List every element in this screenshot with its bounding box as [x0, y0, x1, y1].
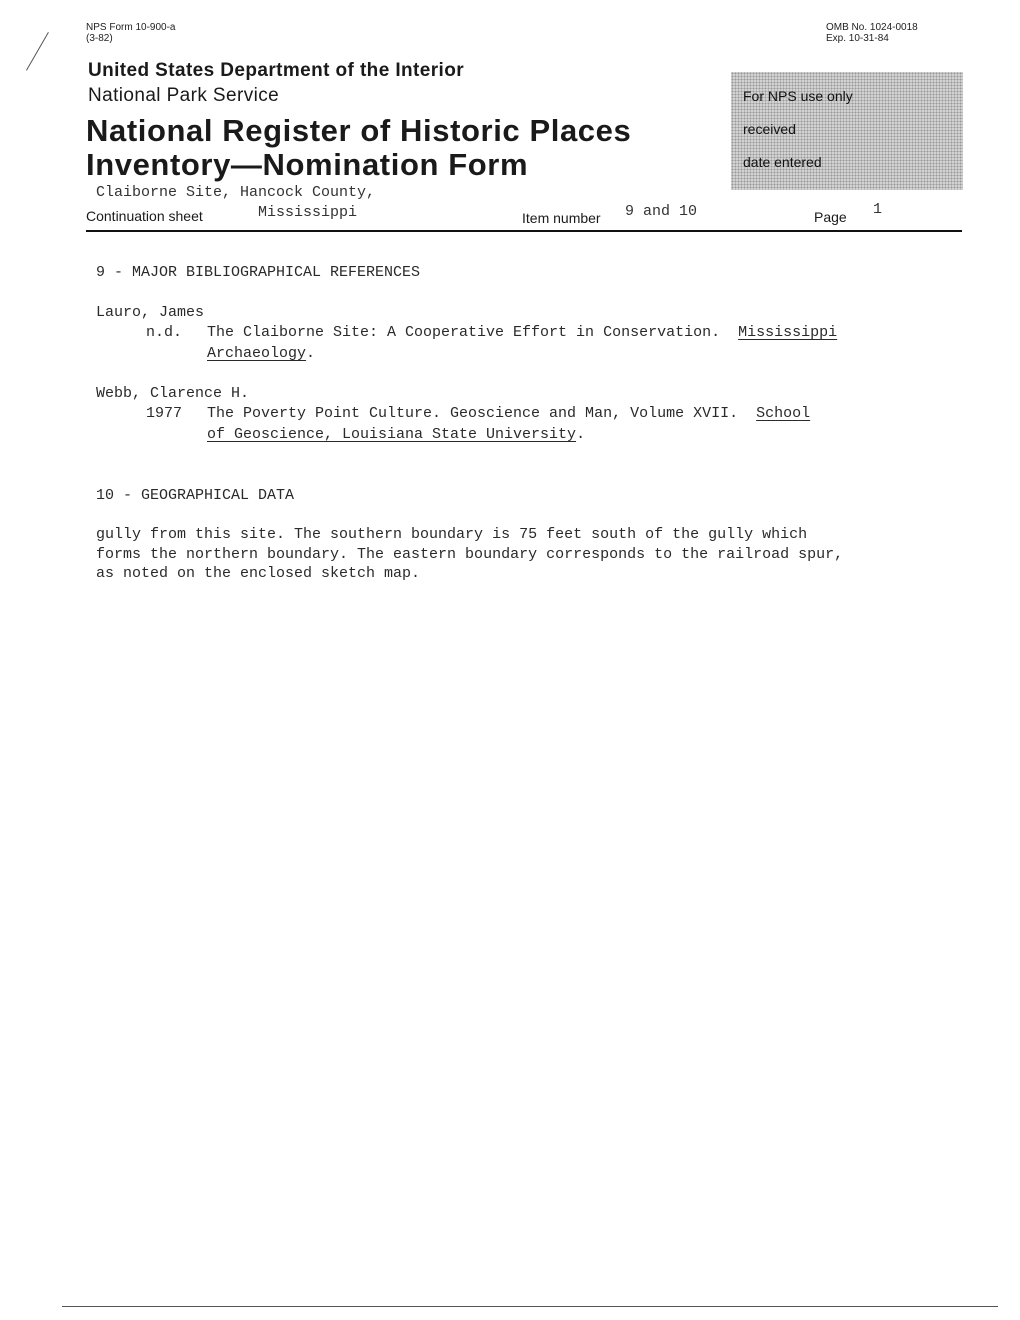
date-entered-field-label: date entered [743, 154, 822, 170]
ref1-journal [207, 345, 315, 362]
ref2-publisher [207, 426, 585, 443]
ref2-title [207, 405, 810, 422]
ref2-tail: . [576, 426, 586, 443]
omb-number: OMB No. 1024-0018 [826, 22, 918, 33]
form-identifier [86, 22, 175, 44]
ref2-author: Webb, Clarence H. [96, 385, 250, 402]
ref2-title-text: The Poverty Point Culture. Geoscience and Man, Volume XVII. [207, 405, 739, 422]
ref2-publisher-line2: of Geoscience, Louisiana State University [207, 426, 577, 443]
ref1-year: n.d. [146, 324, 183, 341]
ref2-publisher-line1: School [756, 405, 811, 422]
margin-mark [26, 32, 49, 71]
ref1-journal-line1: Mississippi [738, 324, 838, 341]
continuation-sheet-label: Continuation sheet [86, 208, 203, 224]
geo-data-line3: as noted on the enclosed sketch map. [96, 565, 421, 582]
expiration-date: Exp. 10-31-84 [826, 33, 889, 44]
ref1-journal-line2: Archaeology [207, 345, 307, 362]
item-number-value: 9 and 10 [625, 203, 698, 220]
page-number: 1 [873, 201, 883, 218]
form-title-line2: Inventory—Nomination Form [86, 147, 529, 182]
geo-data-line2: forms the northern boundary. The eastern boundary corresponds to the railroad spur, [96, 546, 844, 563]
nps-use-only-box [731, 72, 963, 190]
ref1-title [207, 324, 837, 341]
section10-heading: 10 - GEOGRAPHICAL DATA [96, 487, 295, 504]
ref2-year: 1977 [146, 405, 183, 422]
omb-block [826, 22, 918, 44]
ref1-author: Lauro, James [96, 304, 205, 321]
section9-heading: 9 - MAJOR BIBLIOGRAPHICAL REFERENCES [96, 264, 421, 281]
item-number-label: Item number [522, 210, 601, 226]
form-title-line1: National Register of Historic Places [86, 113, 632, 148]
header-rule [86, 230, 962, 232]
geo-data-line1: gully from this site. The southern boundary is 75 feet south of the gully which [96, 526, 808, 543]
department-name: United States Department of the Interior [88, 60, 464, 81]
ref1-tail: . [306, 345, 316, 362]
site-state: Mississippi [258, 204, 358, 221]
nps-use-heading: For NPS use only [743, 88, 853, 104]
page-label: Page [814, 209, 847, 225]
form-number: NPS Form 10-900-a [86, 22, 176, 33]
site-name: Claiborne Site, Hancock County, [96, 184, 376, 201]
footer-rule [62, 1306, 998, 1307]
ref1-title-text: The Claiborne Site: A Cooperative Effort in Conservation. [207, 324, 721, 341]
service-name: National Park Service [88, 85, 280, 106]
form-date: (3-82) [86, 33, 113, 44]
received-field-label: received [743, 121, 796, 137]
